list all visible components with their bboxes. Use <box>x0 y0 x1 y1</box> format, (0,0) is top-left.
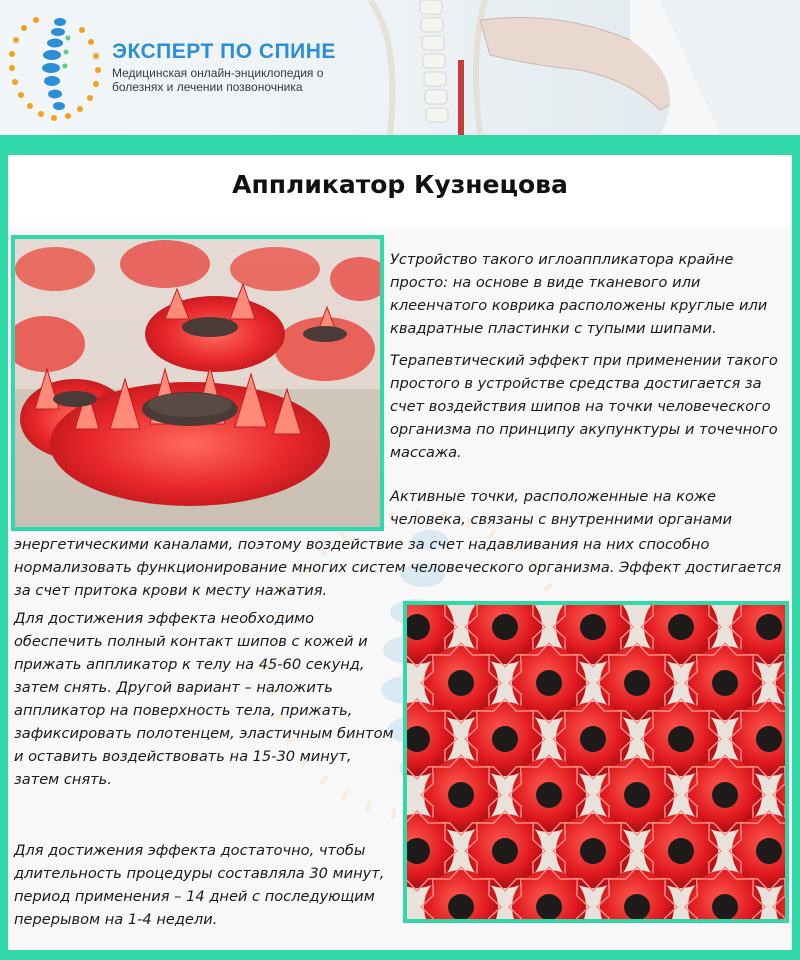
paragraph-6: Для достижения эффекта достаточно, чтобы длительность процедуры составляла 30 минут, период применения – 14 дней с последующим перерывом на 1-4 недели. <box>14 842 385 928</box>
paragraph-5: Для достижения эффекта необходимо обеспечить полный контакт шипов с кожей и прижать аппликатор к телу на 45-60 секунд, затем снять. Другой вариант – наложить аппликатор на поверхность тела, прижать, зафиксировать полотенцем, эластичным бинтом и оставить воздействовать на 15-30 минут, затем снять. <box>14 610 394 788</box>
doctor-spine-photo <box>330 0 800 135</box>
paragraph-1: Устройство такого иглоаппликатора крайне просто: на основе в виде тканевого или клеенчатого коврика расположены круглые или квадратные пластинки с тупыми шипами. <box>390 251 768 337</box>
paragraph-2: Терапевтический эффект при применении такого простого в устройстве средства достигается за счет воздействия шипов на точки человеческого организма по принципу акупунктуры и точечного массажа. <box>390 352 778 461</box>
page-title: Аппликатор Кузнецова <box>232 170 568 199</box>
logo-subtitle: Медицинская онлайн-энциклопедия о болезнях и лечении позвоночника <box>112 66 324 94</box>
applicator-closeup-photo <box>11 235 384 531</box>
site-header <box>0 0 800 135</box>
paragraph-3: Активные точки, расположенные на коже человека, связаны с внутренними органами <box>390 488 732 528</box>
applicator-mat-photo <box>403 601 789 923</box>
spine-logo-icon <box>6 8 106 126</box>
logo-title[interactable]: ЭКСПЕРТ ПО СПИНЕ <box>112 40 336 63</box>
paragraph-4: энергетическими каналами, поэтому воздействие за счет надавливания на них способно нормализовать функционирование многих систем человеческого организма. Эффект достигается за счет притока крови к месту нажатия. <box>14 536 782 599</box>
